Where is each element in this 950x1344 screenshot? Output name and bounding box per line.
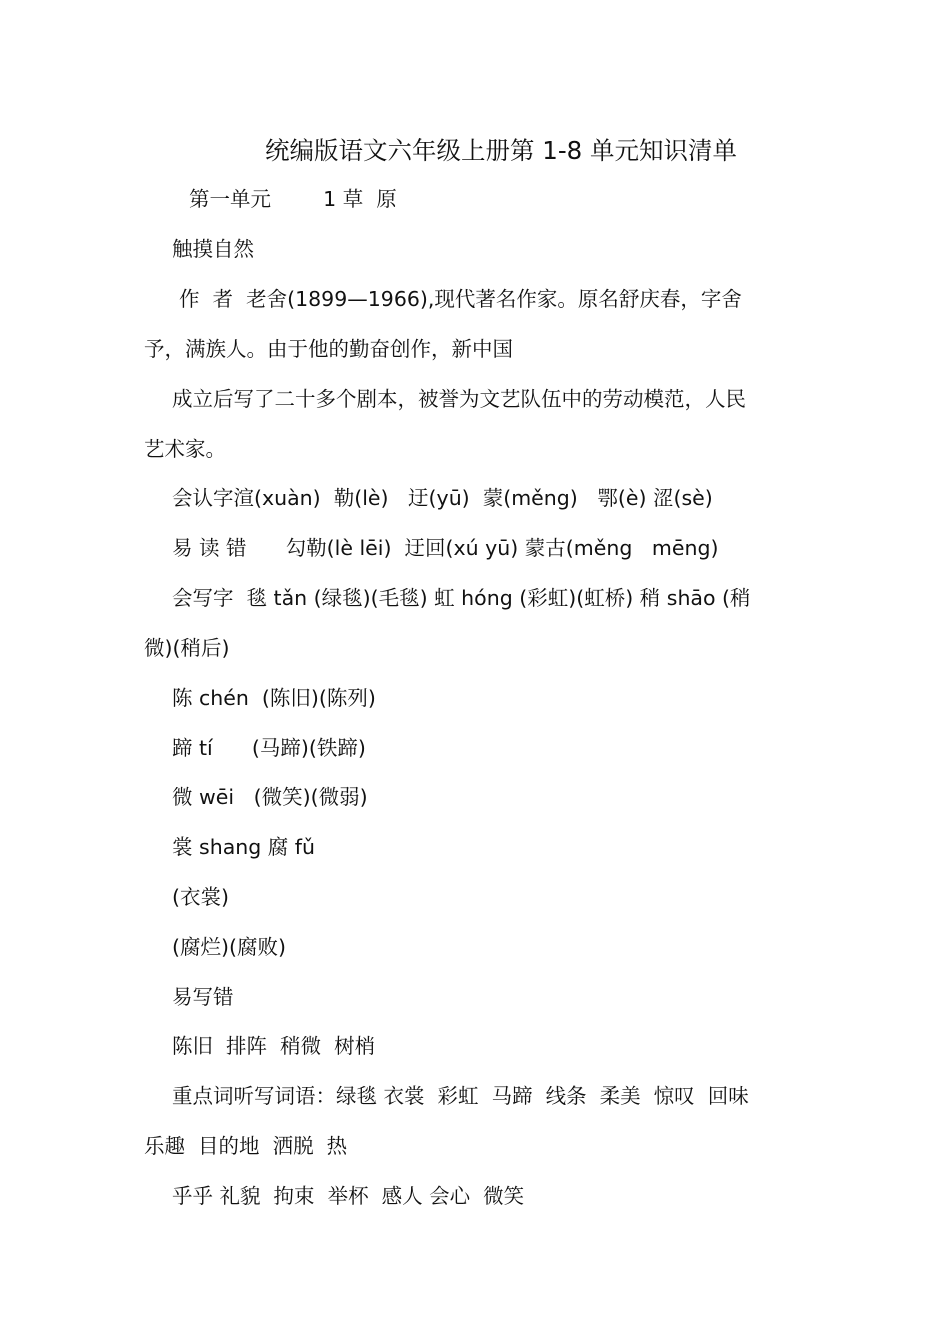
recognize-chars-line: 会认字渲(xuàn) 勒(lè) 迂(yū) 蒙(měng) 鄂(è) 涩(sè) — [172, 486, 713, 510]
dictation-words-line-2: 乎乎 礼貌 拘束 举杯 感人 会心 微笑 — [172, 1184, 525, 1208]
dictation-words-line: 重点词听写词语：绿毯 衣裳 彩虹 马蹄 线条 柔美 惊叹 回味 — [172, 1084, 749, 1108]
author-line: 作 者 老舍(1899—1966),现代著名作家。原名舒庆春，字舍 — [179, 287, 742, 311]
document-title: 统编版语文六年级上册第 1-8 单元知识清单 — [264, 136, 738, 165]
theme-line: 触摸自然 — [172, 237, 254, 261]
dictation-words-line-cont: 乐趣 目的地 洒脱 热 — [144, 1134, 348, 1158]
word-yishang-line: (衣裳) — [172, 885, 229, 909]
author-line-2: 成立后写了二十多个剧本，被誉为文艺队伍中的劳动模范，人民 — [172, 387, 746, 411]
easy-misread-line: 易 读 错 勾勒(lè lēi) 迂回(xú yū) 蒙古(měng mēng) — [172, 536, 719, 560]
char-chen-line: 陈 chén (陈旧)(陈列) — [172, 686, 376, 710]
write-chars-line-cont: 微)(稍后) — [144, 636, 230, 660]
word-fulan-line: (腐烂)(腐败) — [172, 935, 286, 959]
author-line-cont: 予，满族人。由于他的勤奋创作，新中国 — [144, 337, 513, 361]
char-shang-fu-line: 裳 shang 腐 fǔ — [172, 835, 315, 859]
char-ti-line: 蹄 tí (马蹄)(铁蹄) — [172, 736, 366, 760]
author-line-2-cont: 艺术家。 — [144, 437, 226, 461]
easy-miswrite-heading: 易写错 — [172, 985, 234, 1009]
write-chars-line: 会写字 毯 tǎn (绿毯)(毛毯) 虹 hóng (彩虹)(虹桥) 稍 shāo (稍 — [172, 586, 751, 610]
easy-miswrite-words: 陈旧 排阵 稍微 树梢 — [172, 1034, 376, 1058]
char-wei-line: 微 wēi (微笑)(微弱) — [172, 785, 368, 809]
unit-heading: 第一单元 1 草 原 — [189, 187, 397, 211]
